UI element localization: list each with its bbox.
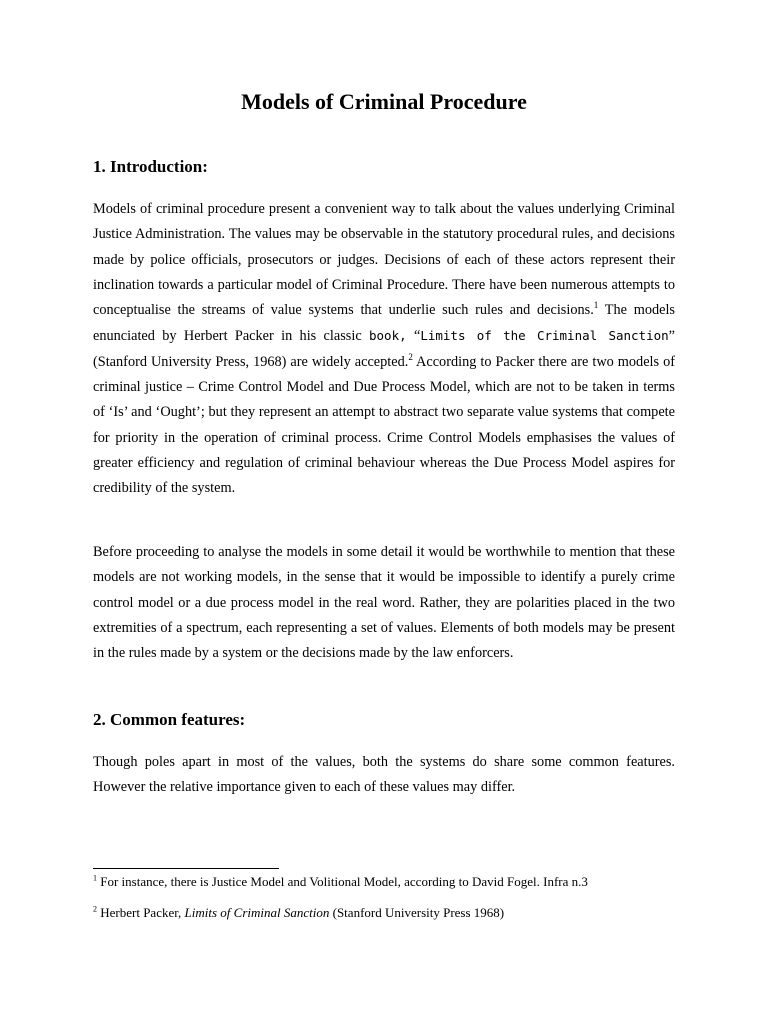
text-run: Models of criminal procedure present a convenient way to talk about the values underlying Criminal Justice Administration. The values may be observable in the statutory procedural rules, and decisions made by police officials, prosecutors or judges. Decisions of each of these actors represent their inclination towards a particular model of Criminal Procedure. There have been numerous attempts to conceptualise the streams of value systems that underlie such rules and decisions. [93,201,675,319]
footnote-2 [93,904,675,922]
footnote-ref-2[interactable]: 2 [408,352,413,363]
text-run: The models enunciated by Herbert Packer in his classic [93,302,676,345]
introduction-paragraph-1 [93,197,675,502]
text-run: “ [406,328,421,345]
footnote-1 [93,873,675,891]
footnote-marker: 1 [93,873,97,883]
introduction-paragraph-2: Before proceeding to analyse the models in some detail it would be worthwhile to mention that these models are not working models, in the sense that it would be impossible to identify a purely crime control model or a due process model in the real word. Rather, they are polarities placed in the two extremities of a spectrum, each representing a set of values. Elements of both models may be present in the rules made by a system or the decisions made by the law enforcers. [93,544,675,662]
section-heading-introduction: 1. Introduction: [93,157,208,176]
footnote-ref-1[interactable]: 1 [593,300,599,311]
footnote-italic-title: Limits of Criminal Sanction [184,905,330,920]
common-features-paragraph: Though poles apart in most of the values, both the systems do share some common features. However the relative importance given to each of these values may differ. [93,754,675,796]
footnote-text: Herbert Packer, [97,905,185,920]
book-word: book, [369,328,407,344]
document-title: Models of Criminal Procedure [241,89,527,114]
book-title: Limits of the Criminal Sanction [420,328,669,344]
text-run: According to Packer there are two models of criminal justice – Crime Control Model and Due Process Model, which are not to be taken in terms of ‘Is’ and ‘Ought’; but they represent an attempt to abstract two separate value systems that compete for priority in the operation of criminal process. Crime Control Models emphasises the values of greater efficiency and regulation of criminal behaviour whereas the Due Process Model aspires for credibility of the system. [93,353,675,497]
section-heading-common-features: 2. Common features: [93,710,246,729]
text-run: ” (Stanford University Press, 1968) are widely accepted. [93,328,676,370]
footnote-marker: 2 [93,904,97,914]
footnote-divider [93,868,279,869]
footnote-text: (Stanford University Press 1968) [329,905,505,920]
footnote-text: For instance, there is Justice Model and Volitional Model, according to David Fogel. Infra n.3 [97,874,588,889]
